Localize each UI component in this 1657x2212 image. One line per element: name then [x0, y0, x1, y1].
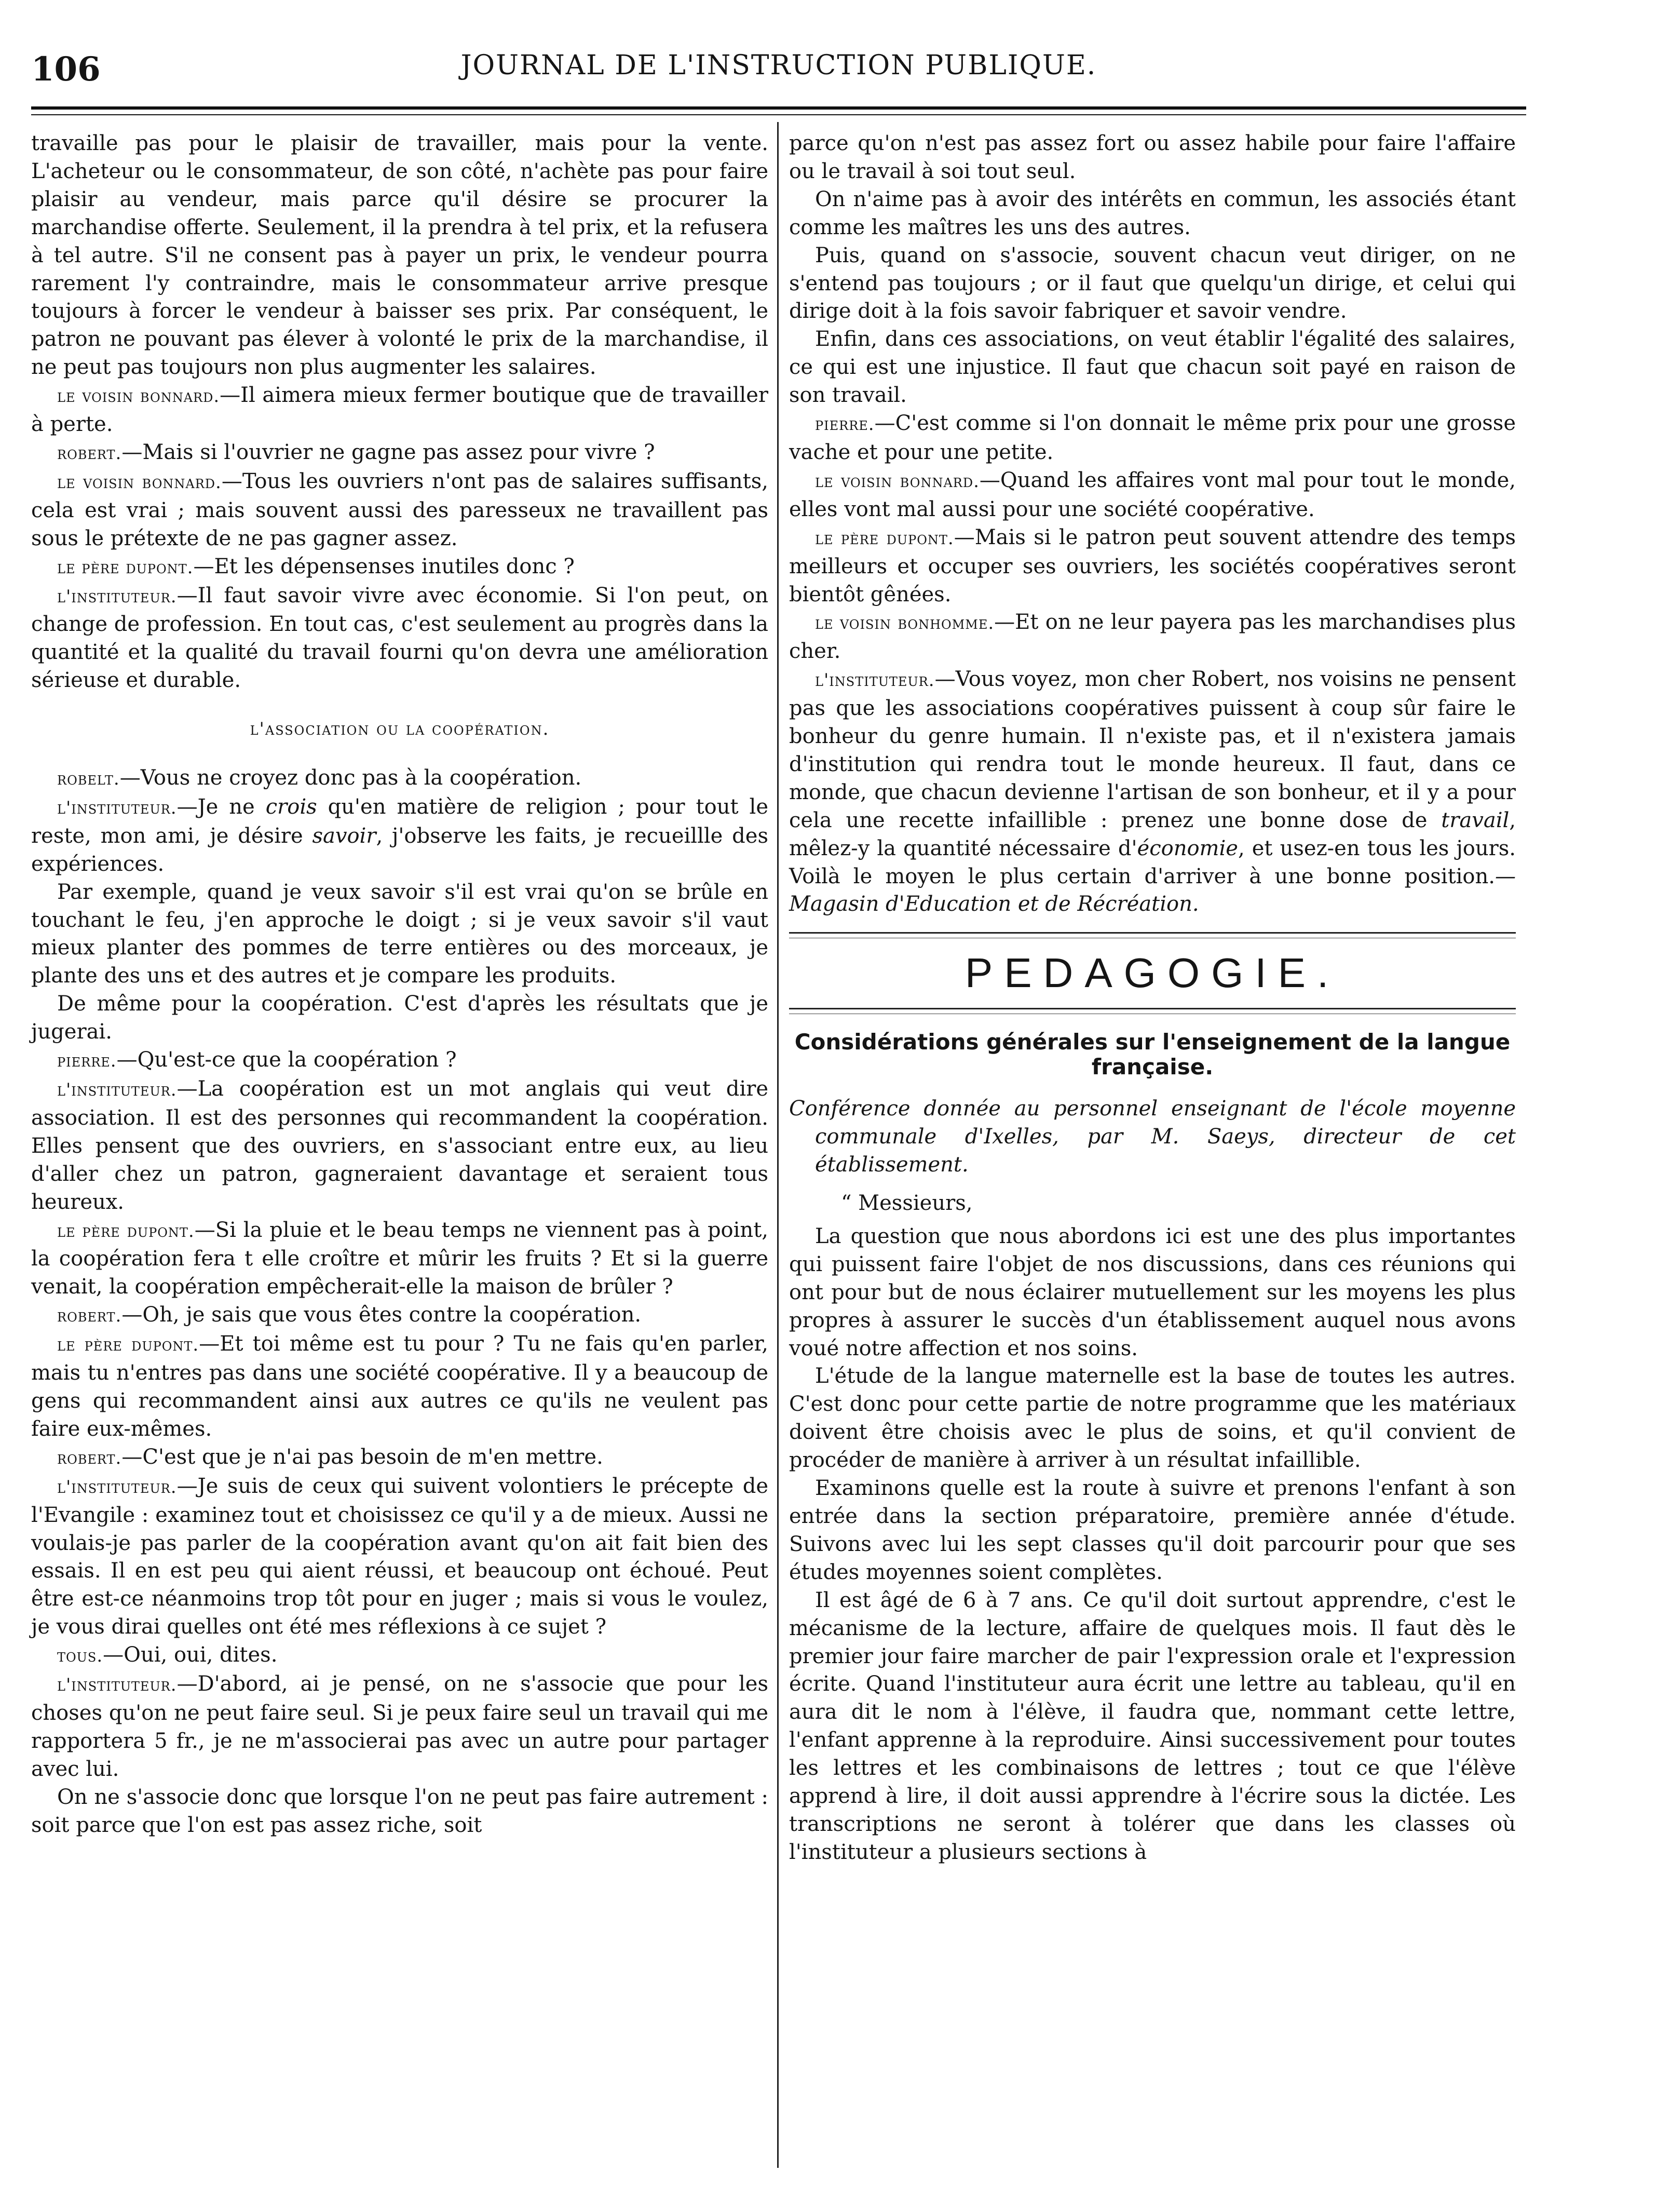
header-rule [31, 106, 1526, 110]
speaker: l'instituteur. [57, 586, 177, 607]
speech-part: —Je ne [176, 794, 266, 819]
paragraph: Par exemple, quand je veux savoir s'il est vrai qu'on se brûle en touchant le feu, j'en approche le doigt ; si je veux savoir s'il vaut mieux planter des pommes de terre entières ou des morceaux, je plante des uns et des autres et je compare les produits. [31, 880, 768, 988]
dialogue-line [31, 1217, 768, 1302]
speaker: pierre. [815, 414, 875, 435]
dialogue-line [31, 468, 768, 553]
paragraph: parce qu'on n'est pas assez fort ou assez habile pour faire l'affaire ou le travail à soi tout seul. [789, 131, 1516, 183]
emphasis: crois [265, 794, 317, 819]
paragraph: Examinons quelle est la route à suivre et prenons l'enfant à son entrée dans la section préparatoire, première année d'étude. Suivons avec lui les sept classes qu'il doit parcourir pour que ses études moyennes soient complètes. [789, 1476, 1516, 1584]
left-column [31, 130, 768, 1839]
dialogue-line [31, 1670, 768, 1784]
speech: —C'est comme si l'on donnait le même prix pour une grosse vache et pour une petite. [789, 411, 1516, 464]
dialogue-line [31, 582, 768, 695]
dialogue-line [31, 1075, 768, 1217]
emphasis: savoir [312, 824, 376, 848]
speaker: robert. [57, 1305, 122, 1327]
speaker: le père dupont. [57, 557, 194, 578]
speaker: le voisin bonnard. [57, 471, 222, 493]
speech: —Il aimera mieux fermer boutique que de travailler à perte. [31, 383, 768, 437]
speech: —La coopération est un mot anglais qui veut dire association. Il est des personnes qui recommandent la coopération. Elles pensent que des ouvriers, en s'associant entre eux, au lieu d'aller chez un patron, gagneraient davantage et seraient tous heureux. [31, 1077, 768, 1214]
speech: —Et toi même est tu pour ? Tu ne fais qu'en parler, mais tu n'entres pas dans une société coopérative. Il y a beaucoup de gens qui recommandent ainsi aux autres ce qu'ils ne veulent pas faire eux-mêmes. [31, 1332, 768, 1441]
dialogue-line [31, 553, 768, 582]
speech: —C'est que je n'ai pas besoin de m'en mettre. [121, 1445, 603, 1469]
paragraph: On n'aime pas à avoir des intérêts en commun, les associés étant comme les maîtres les uns des autres. [789, 187, 1516, 239]
section-rule [789, 1008, 1516, 1009]
paragraph: La question que nous abordons ici est une des plus importantes qui puissent faire l'objet de nos discussions, dans ces réunions qui ont pour but de nous éclairer mutuellement sur les moyens les plus propres à assurer le succès d'un établissement auquel nous avons voué notre affection et nos soins. [789, 1224, 1516, 1360]
speech: —Quand les affaires vont mal pour tout le monde, elles vont mal aussi pour une société coopérative. [789, 468, 1516, 521]
dialogue-line [789, 609, 1516, 666]
speaker: le père dupont. [57, 1334, 199, 1356]
dialogue-line [789, 410, 1516, 467]
speech: —Oh, je sais que vous êtes contre la coopération. [121, 1303, 642, 1327]
speech: —Si la pluie et le beau temps ne viennent pas à point, la coopération fera t elle croître et mûrir les fruits ? Et si la guerre venait, la coopération empêcherait-elle la maison de brûler ? [31, 1218, 768, 1299]
page-header [31, 50, 1526, 91]
speech: —Je suis de ceux qui suivent volontiers le précepte de l'Evangile : examinez tout et choisissez ce qu'il y a de mieux. Aussi ne voulais-je pas parler de la coopération avant qu'on ait fait bien des essais. Il en est peu qui aient réussi, et beaucoup ont échoué. Peut être est-ce néanmoins trop tôt pour en juger ; mais si vous le voulez, je vous dirai quelles ont été mes réflexions à ce sujet ? [31, 1474, 768, 1639]
speech-part: qu'en matière de religion ; pour tout le reste, mon ami, je désire [31, 794, 768, 848]
speaker: l'instituteur. [57, 797, 177, 818]
source-citation: —Magasin d'Education et de Récréation. [789, 864, 1516, 916]
column-divider [777, 122, 779, 2168]
speech: —Mais si l'ouvrier ne gagne pas assez pour vivre ? [121, 440, 655, 464]
speech: —Il faut savoir vivre avec économie. Si l'on peut, on change de profession. En tout cas, c'est seulement au progrès dans la quantité et la qualité du travail fourni qu'on devra une amélioration sérieuse et durable. [31, 583, 768, 693]
speaker: le voisin bonhomme. [815, 613, 995, 634]
dialogue-line [31, 1301, 768, 1330]
article-title: Considérations générales sur l'enseignement de la langue française. [794, 1029, 1511, 1080]
page-number: 106 [31, 50, 101, 89]
dialogue-line [789, 524, 1516, 609]
dialogue-line [789, 467, 1516, 524]
header-rule-thin [31, 114, 1526, 115]
section-heading: PEDAGOGIE. [965, 950, 1340, 996]
paragraph: De même pour la coopération. C'est d'après les résultats que je jugerai. [31, 992, 768, 1044]
speech: —Et on ne leur payera pas les marchandises plus cher. [789, 610, 1516, 664]
speech-part: , j'observe les faits, je recueillle des expériences. [31, 824, 768, 876]
article-subtitle: Conférence donnée au personnel enseignant de l'école moyenne communale d'Ixelles, par M. Saeys, directeur de cet établissement. [789, 1097, 1516, 1177]
dialogue-line [31, 1046, 768, 1075]
paragraph: Puis, quand on s'associe, souvent chacun veut diriger, on ne s'entend pas toujours ; or il faut que quelqu'un dirige, et celui qui dirige doit à la fois savoir fabriquer et savoir vendre. [789, 243, 1516, 323]
speech: —Tous les ouvriers n'ont pas de salaires suffisants, cela est vrai ; mais souvent aussi des paresseux ne travaillent pas sous le prétexte de ne pas gagner assez. [31, 469, 768, 550]
speaker: robert. [57, 442, 122, 464]
emphasis: travail [1441, 808, 1510, 832]
dialogue-line [31, 382, 768, 439]
speech-part: , mêlez-y la quantité nécessaire d' [789, 808, 1516, 860]
paragraph: On ne s'associe donc que lorsque l'on ne peut pas faire autrement : soit parce que l'on est pas assez riche, soit [31, 1785, 768, 1837]
dialogue-line [31, 1473, 768, 1641]
speaker: l'instituteur. [57, 1675, 177, 1696]
dialogue-line [31, 1641, 768, 1670]
paragraph: travaille pas pour le plaisir de travailler, mais pour la vente. L'acheteur ou le consommateur, de son côté, n'achète pas pour faire plaisir au vendeur, mais parce qu'il désire se procurer la marchandise offerte. Seulement, il la prendra à tel prix, et la refusera à tel autre. S'il ne consent pas à payer un prix, le vendeur pourra rarement l'y contraindre, mais le consommateur arrive presque toujours à forcer le vendeur à baisser ses prix. Par conséquent, le patron ne pouvant pas élever à volonté le prix de la marchandise, il ne peut pas toujours non plus augmenter les salaires. [31, 131, 768, 380]
speaker: le voisin bonnard. [815, 470, 980, 492]
speech: —D'abord, ai je pensé, on ne s'associe que pour les choses qu'on ne peut faire seul. Si je peux faire seul un travail qui me rapportera 5 fr., je ne m'associerai pas avec un autre pour partager avec lui. [31, 1672, 768, 1781]
speech: —Et les dépensenses inutiles donc ? [193, 554, 575, 578]
speech: —Vous ne croyez donc pas à la coopération. [119, 766, 582, 790]
speaker: robelt. [57, 768, 120, 790]
dialogue-line [31, 1444, 768, 1473]
section-rule [789, 932, 1516, 934]
speaker: l'instituteur. [815, 670, 935, 691]
speech: —Oui, oui, dites. [103, 1643, 278, 1667]
paragraph: Enfin, dans ces associations, on veut établir l'égalité des salaires, ce qui est une injustice. Il faut que chacun soit payé en raison de son travail. [789, 327, 1516, 408]
dialogue-line [31, 764, 768, 793]
speaker: le père dupont. [815, 528, 954, 549]
speaker: l'instituteur. [57, 1080, 177, 1100]
speaker: pierre. [57, 1050, 117, 1072]
salutation: “ Messieurs, [841, 1191, 973, 1215]
section-title: l'association ou la coopération. [250, 719, 550, 740]
speaker: le père dupont. [57, 1220, 195, 1242]
dialogue-line [789, 666, 1516, 919]
speaker: l'instituteur. [57, 1476, 177, 1498]
dialogue-line [31, 793, 768, 879]
right-column [789, 130, 1516, 1867]
running-title: JOURNAL DE L'INSTRUCTION PUBLIQUE. [460, 50, 1097, 81]
speech-part: , et usez-en tous les jours. Voilà le moyen le plus certain d'arriver à une bonne position. [789, 836, 1516, 888]
emphasis: économie [1137, 836, 1238, 860]
dialogue-line [31, 439, 768, 468]
paragraph: Il est âgé de 6 à 7 ans. Ce qu'il doit surtout apprendre, c'est le mécanisme de la lecture, affaire de quelques mois. Il faut dès le premier jour faire marcher de pair l'expression orale et l'expression écrite. Quand l'instituteur aura écrit une lettre au tableau, qu'il en aura dit le nom à l'élève, il faudra que, nommant cette lettre, l'enfant apprenne à la reproduire. Ainsi successivement pour toutes les lettres et les combinaisons de lettres ; tout ce que l'élève apprend à lire, il doit aussi apprendre à l'écrire sous la dictée. Les transcriptions ne seront à tolérer que dans les classes où l'instituteur a plusieurs sections à [789, 1588, 1516, 1864]
speaker: le voisin bonnard. [57, 386, 220, 407]
speech: —Mais si le patron peut souvent attendre des temps meilleurs et occuper ses ouvriers, les sociétés coopératives seront bientôt gênées. [789, 525, 1516, 606]
speaker: tous. [57, 1645, 103, 1667]
paragraph: L'étude de la langue maternelle est la base de toutes les autres. C'est donc pour cette partie de notre programme que les matériaux doivent être choisis avec le plus de soins, et qu'il convient de procéder de manière à arriver à un résultat infaillible. [789, 1364, 1516, 1473]
speech: —Qu'est-ce que la coopération ? [116, 1048, 457, 1072]
speaker: robert. [57, 1447, 122, 1468]
dialogue-line [31, 1330, 768, 1444]
speech-part: —Vous voyez, mon cher Robert, nos voisins ne pensent pas que les associations coopératives puissent à coup sûr faire le bonheur du genre humain. Il n'existe pas, et il n'existera jamais d'institution qui rendra tout le monde heureux. Il faut, dans ce monde, que chacun devienne l'artisan de son bonheur, et il y a pour cela une recette infaillible : prenez une bonne dose de [789, 667, 1516, 832]
